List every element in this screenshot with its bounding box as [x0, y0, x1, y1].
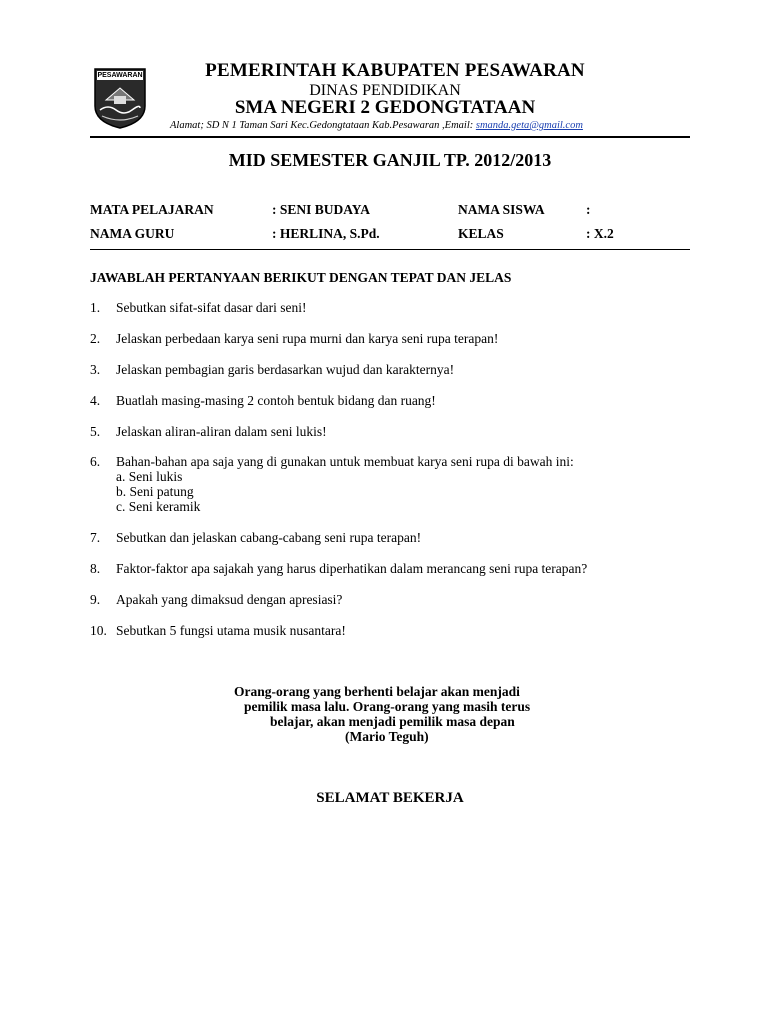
question-item [90, 592, 342, 608]
teacher-value: : HERLINA, S.Pd. [272, 226, 380, 241]
question-number: 2. [90, 331, 101, 346]
question-item [90, 623, 346, 639]
quote-line: belajar, akan menjadi pemilik masa depan [270, 714, 515, 729]
subject-value: : SENI BUDAYA [272, 202, 371, 217]
question-number: 7. [90, 530, 101, 545]
subject-label: MATA PELAJARAN [90, 202, 214, 217]
class-value: : X.2 [586, 226, 614, 241]
header-school-name: SMA NEGERI 2 GEDONGTATAAN [234, 97, 536, 118]
question-number: 9. [90, 592, 101, 607]
closing-text: SELAMAT BEKERJA [316, 790, 464, 806]
quote-author: (Mario Teguh) [345, 729, 429, 744]
exam-title: MID SEMESTER GANJIL TP. 2012/2013 [228, 150, 552, 170]
header-department: DINAS PENDIDIKAN [309, 82, 461, 99]
header-divider [90, 136, 690, 138]
question-text: Jelaskan aliran-aliran dalam seni lukis! [116, 424, 327, 439]
option-item: a. Seni lukis [116, 469, 183, 484]
question-number: 3. [90, 362, 101, 377]
question-number: 5. [90, 424, 101, 439]
question-text: Faktor-faktor apa sajakah yang harus diperhatikan dalam merancang seni rupa terapan? [116, 561, 588, 576]
option-item: c. Seni keramik [116, 499, 201, 514]
question-text: Bahan-bahan apa saja yang di gunakan untuk membuat karya seni rupa di bawah ini: [116, 454, 574, 469]
question-text: Sebutkan 5 fungsi utama musik nusantara! [116, 623, 346, 638]
quote-line: Orang-orang yang berhenti belajar akan menjadi [234, 684, 520, 699]
logo-label: PESAWARAN [97, 72, 143, 79]
question-number: 6. [90, 454, 101, 469]
question-item [90, 331, 498, 347]
question-text: Sebutkan dan jelaskan cabang-cabang seni rupa terapan! [116, 530, 422, 545]
student-name-label: NAMA SISWA [458, 202, 545, 217]
option-item: b. Seni patung [116, 484, 194, 499]
question-text: Apakah yang dimaksud dengan apresiasi? [116, 592, 343, 607]
question-item [90, 362, 454, 378]
teacher-label: NAMA GURU [90, 226, 175, 241]
question-item [90, 530, 421, 546]
quote-line: pemilik masa lalu. Orang-orang yang masih terus [244, 699, 531, 714]
info-divider [90, 249, 690, 250]
class-label: KELAS [458, 226, 504, 241]
question-item [90, 393, 436, 409]
question-item [90, 454, 574, 470]
question-number: 8. [90, 561, 101, 576]
question-item [90, 561, 587, 577]
question-number: 10. [90, 623, 107, 638]
instruction-heading: JAWABLAH PERTANYAAN BERIKUT DENGAN TEPAT DAN JELAS [90, 270, 512, 285]
question-item [90, 300, 306, 316]
question-text: Jelaskan pembagian garis berdasarkan wujud dan karakternya! [116, 362, 455, 377]
header-government: PEMERINTAH KABUPATEN PESAWARAN [205, 60, 585, 81]
question-text: Buatlah masing-masing 2 contoh bentuk bidang dan ruang! [116, 393, 436, 408]
question-text: Jelaskan perbedaan karya seni rupa murni dan karya seni rupa terapan! [116, 331, 499, 346]
question-item [90, 424, 327, 440]
question-number: 4. [90, 393, 101, 408]
student-name-value: : [586, 202, 591, 217]
header-address [170, 120, 583, 131]
address-text: Alamat; SD N 1 Taman Sari Kec.Gedongtataan Kab.Pesawaran ,Email: [170, 120, 476, 131]
question-number: 1. [90, 300, 101, 315]
email-link[interactable]: smanda.geta@gmail.com [475, 120, 583, 131]
question-text: Sebutkan sifat-sifat dasar dari seni! [116, 300, 307, 315]
school-logo [92, 66, 148, 130]
